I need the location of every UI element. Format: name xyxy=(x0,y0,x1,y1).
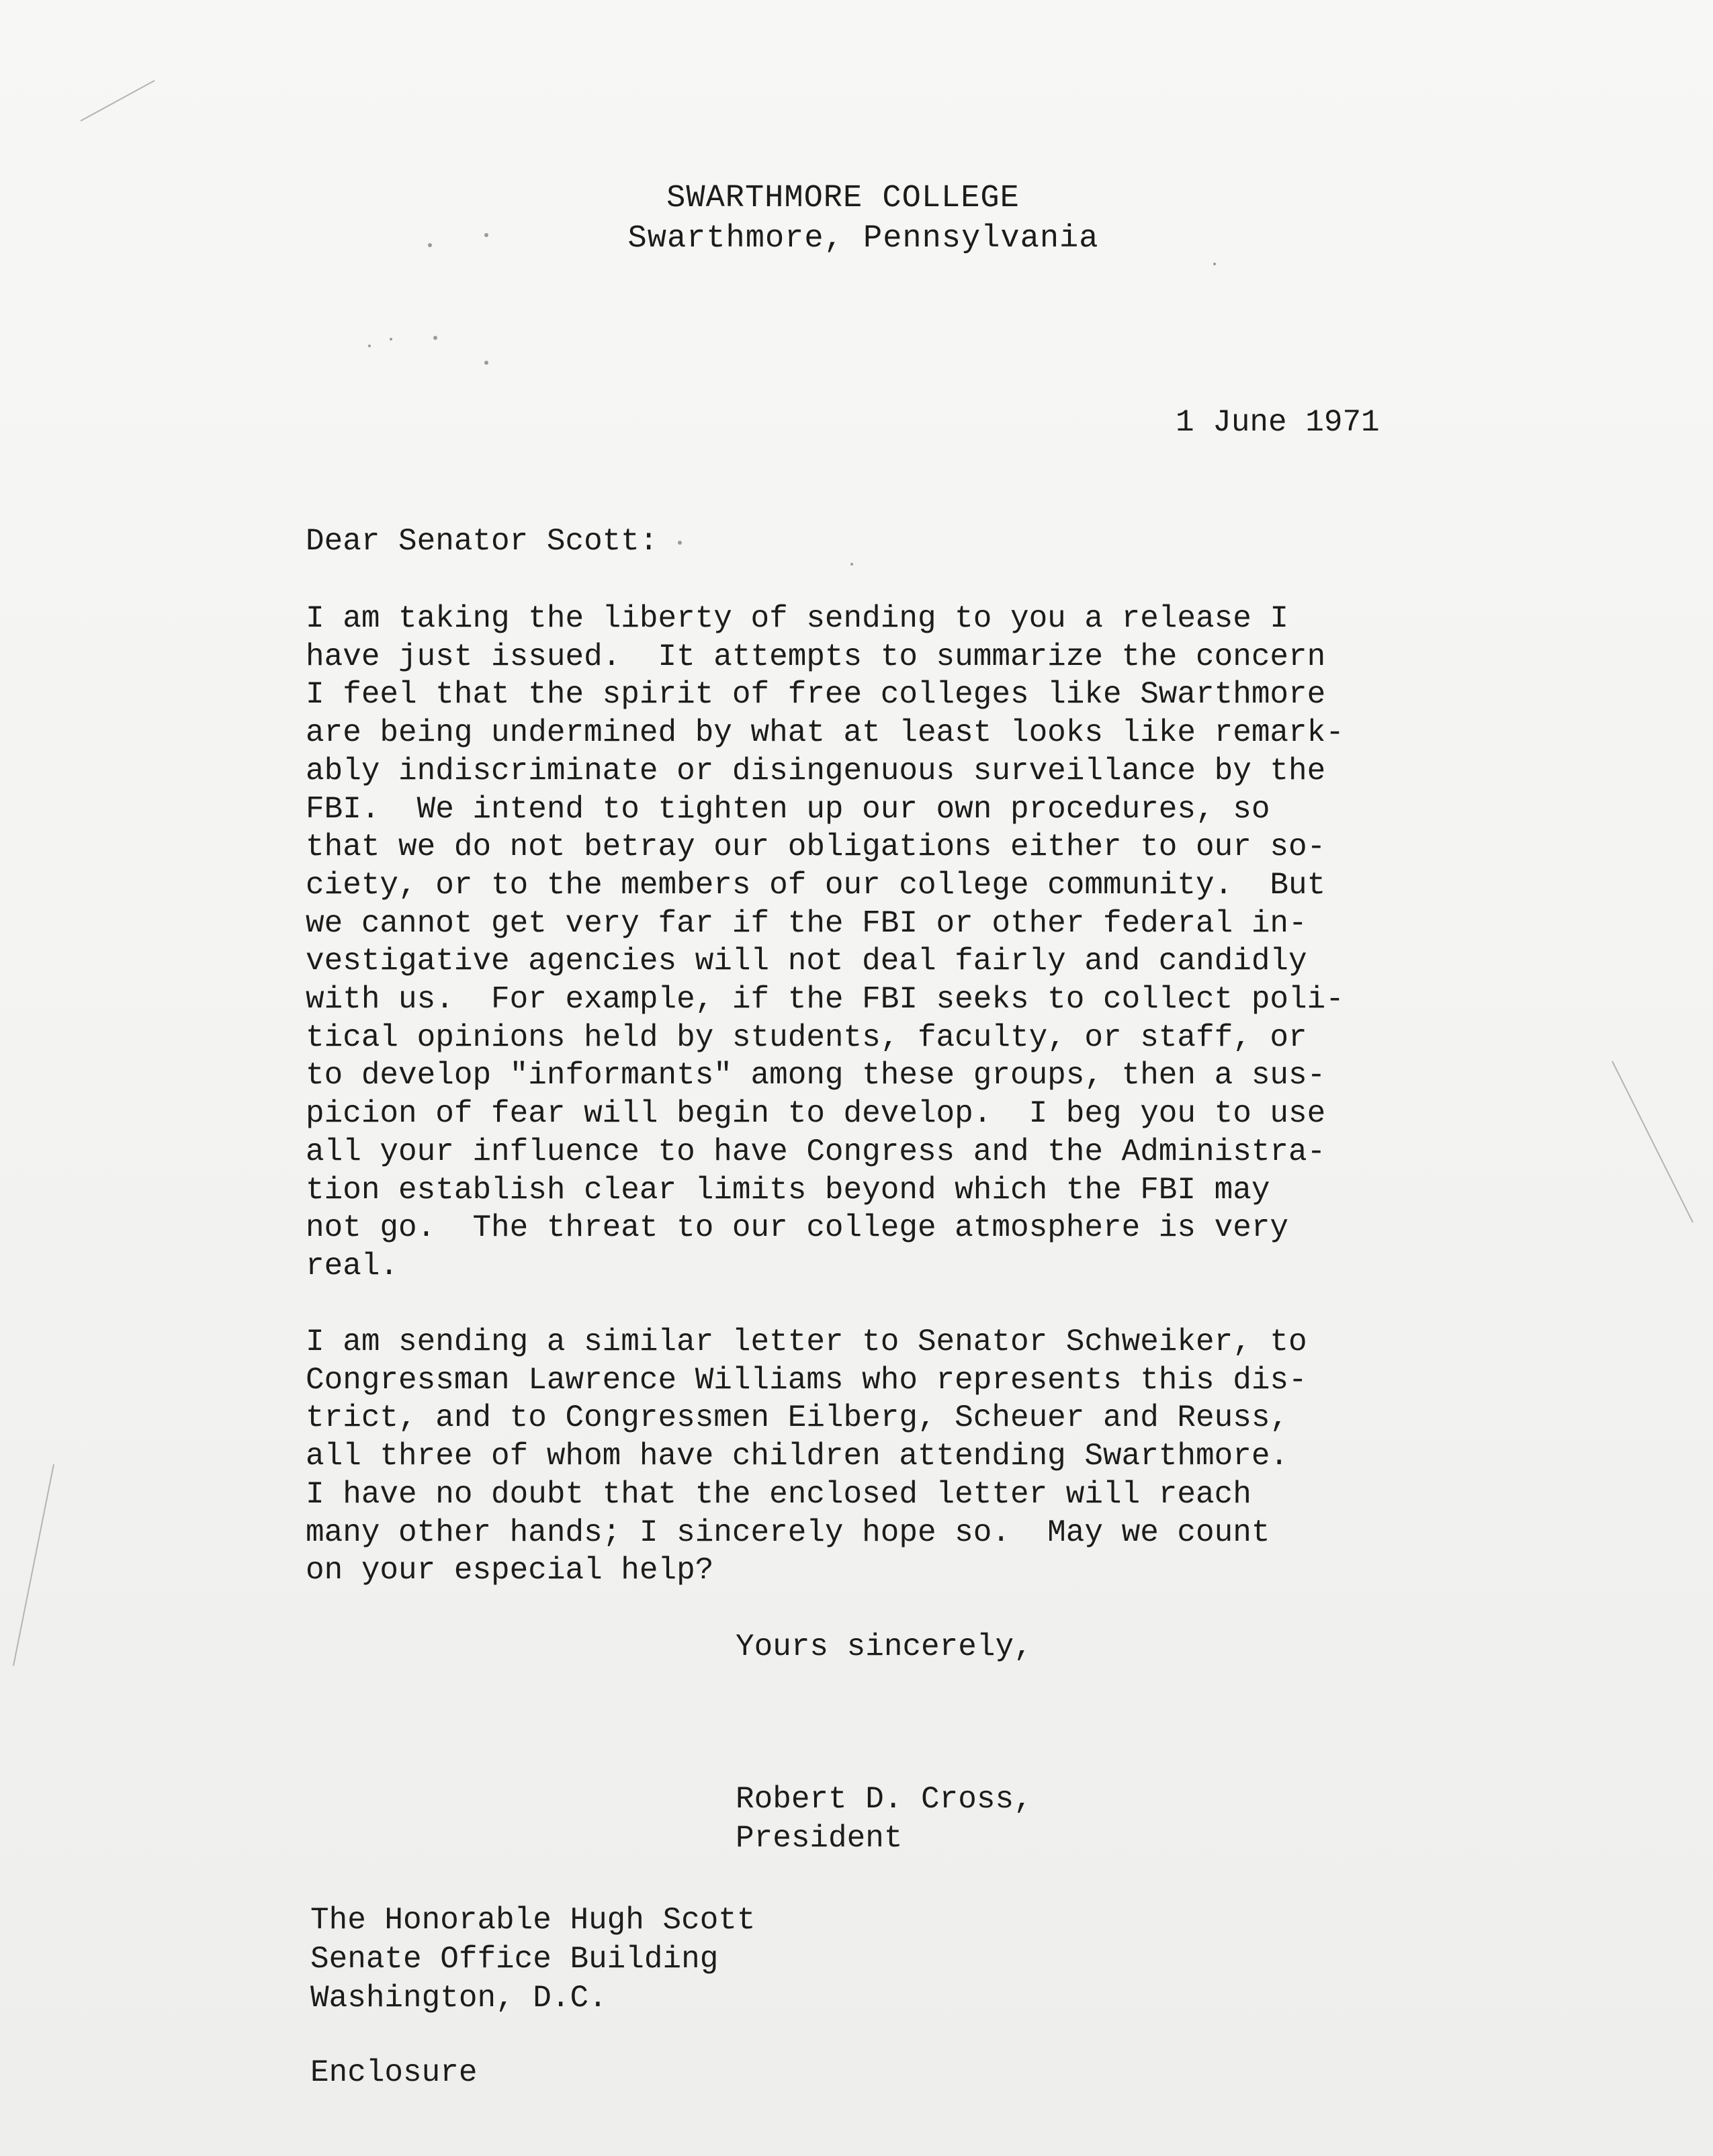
body-line: ciety, or to the members of our college community. But xyxy=(306,867,1326,903)
body-line: tical opinions held by students, faculty, or staff, or xyxy=(306,1020,1307,1055)
address-line: Washington, D.C. xyxy=(310,1981,607,2016)
body-line: are being undermined by what at least looks like remark- xyxy=(306,715,1344,751)
letterhead-location: Swarthmore, Pennsylvania xyxy=(627,221,1099,257)
recipient-address xyxy=(310,1901,756,2018)
signature-title: President xyxy=(736,1821,903,1856)
address-line: Senate Office Building xyxy=(310,1942,719,1977)
letter-date: 1 June 1971 xyxy=(1176,405,1380,440)
body-line: have just issued. It attempts to summarize the concern xyxy=(306,639,1326,674)
body-line: that we do not betray our obligations either to our so- xyxy=(306,829,1326,865)
body-line: I am sending a similar letter to Senator Schweiker, to xyxy=(306,1324,1307,1359)
salutation: Dear Senator Scott: xyxy=(306,524,658,559)
body-line: tion establish clear limits beyond which the FBI may xyxy=(306,1172,1270,1208)
body-line: real. xyxy=(306,1248,399,1284)
body-line: with us. For example, if the FBI seeks to collect poli- xyxy=(306,982,1344,1018)
letterhead-institution: SWARTHMORE COLLEGE xyxy=(666,181,1020,216)
body-line: Congressman Lawrence Williams who represents this dis- xyxy=(306,1362,1307,1398)
enclosure-note: Enclosure xyxy=(310,2055,478,2090)
body-line: I am taking the liberty of sending to you a release I xyxy=(306,601,1289,636)
body-paragraph-1 xyxy=(306,600,1344,1286)
body-line: all your influence to have Congress and the Administra- xyxy=(306,1134,1326,1169)
body-line: trict, and to Congressmen Eilberg, Scheuer and Reuss, xyxy=(306,1400,1289,1436)
body-line: we cannot get very far if the FBI or other federal in- xyxy=(306,905,1307,941)
body-line: all three of whom have children attending Swarthmore. xyxy=(306,1439,1289,1474)
body-line: many other hands; I sincerely hope so. May we count xyxy=(306,1515,1270,1550)
closing: Yours sincerely, xyxy=(736,1629,1033,1664)
body-line: not go. The threat to our college atmosphere is very xyxy=(306,1210,1289,1246)
body-line: I feel that the spirit of free colleges like Swarthmore xyxy=(306,677,1326,713)
body-line: ably indiscriminate or disingenuous surveillance by the xyxy=(306,753,1326,789)
body-line: on your especial help? xyxy=(306,1553,714,1588)
body-line: picion of fear will begin to develop. I beg you to use xyxy=(306,1096,1326,1132)
body-line: vestigative agencies will not deal fairly and candidly xyxy=(306,944,1307,979)
signature-name: Robert D. Cross, xyxy=(736,1782,1033,1817)
body-line: to develop "informants" among these groups, then a sus- xyxy=(306,1058,1326,1093)
body-line: FBI. We intend to tighten up our own procedures, so xyxy=(306,791,1270,827)
address-line: The Honorable Hugh Scott xyxy=(310,1903,756,1938)
body-line: I have no doubt that the enclosed letter will reach xyxy=(306,1476,1251,1512)
body-paragraph-2 xyxy=(306,1323,1307,1590)
